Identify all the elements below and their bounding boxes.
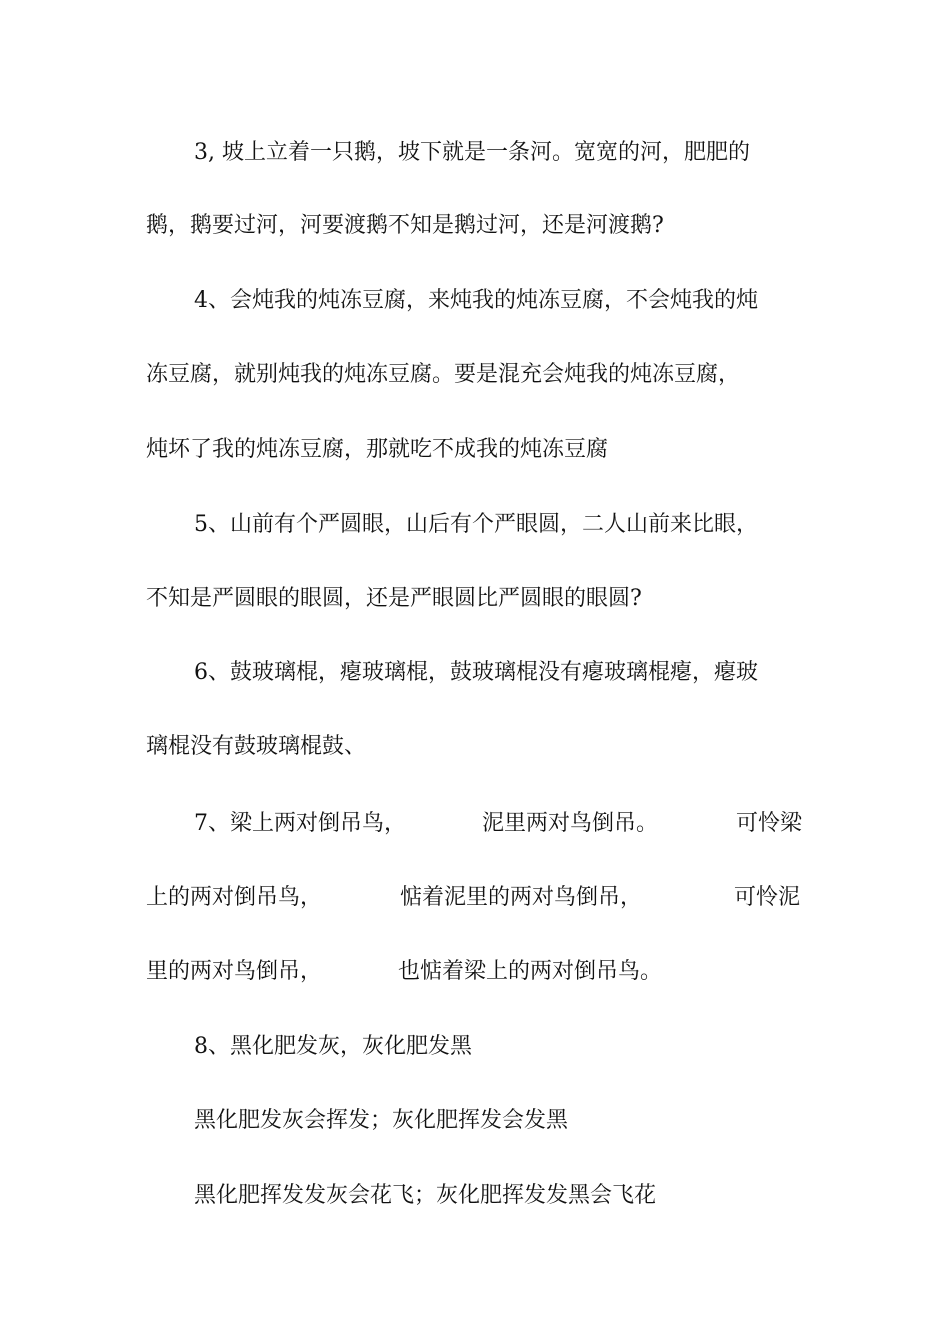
text-segment: 7、梁上两对倒吊鸟， [194, 811, 406, 836]
paragraph-4-line-3: 炖坏了我的炖冻豆腐，那就吃不成我的炖冻豆腐 [146, 437, 609, 462]
text-segment: 上的两对倒吊鸟， [146, 885, 323, 910]
text-segment: 也惦着梁上的两对倒吊鸟。 [398, 959, 663, 984]
paragraph-6-line-2: 璃棍没有鼓玻璃棍鼓、 [146, 734, 367, 759]
paragraph-3-line-2: 鹅，鹅要过河，河要渡鹅不知是鹅过河，还是河渡鹅? [146, 213, 664, 238]
paragraph-5-line-2: 不知是严圆眼的眼圆，还是严眼圆比严圆眼的眼圆? [146, 586, 642, 611]
text-segment: 里的两对鸟倒吊， [146, 959, 323, 984]
paragraph-8-line-3: 黑化肥挥发发灰会花飞；灰化肥挥发发黑会飞花 [194, 1183, 657, 1208]
paragraph-4-line-2: 冻豆腐，就别炖我的炖冻豆腐。要是混充会炖我的炖冻豆腐， [146, 362, 741, 387]
text-segment: 可怜梁 [736, 811, 803, 836]
text-segment: 惦着泥里的两对鸟倒吊， [400, 885, 643, 910]
paragraph-5-line-1: 5、山前有个严圆眼，山后有个严眼圆，二人山前来比眼， [194, 512, 758, 537]
text-segment: 泥里两对鸟倒吊。 [482, 811, 659, 836]
paragraph-8-line-2: 黑化肥发灰会挥发；灰化肥挥发会发黑 [194, 1108, 569, 1133]
paragraph-3-line-1: 3, 坡上立着一只鹅，坡下就是一条河。宽宽的河，肥肥的 [194, 140, 750, 165]
paragraph-4-line-1: 4、会炖我的炖冻豆腐，来炖我的炖冻豆腐，不会炖我的炖 [194, 288, 758, 313]
paragraph-6-line-1: 6、鼓玻璃棍，瘪玻璃棍，鼓玻璃棍没有瘪玻璃棍瘪，瘪玻 [194, 660, 758, 685]
paragraph-8-line-1: 8、黑化肥发灰，灰化肥发黑 [194, 1034, 472, 1059]
text-segment: 可怜泥 [734, 885, 801, 910]
